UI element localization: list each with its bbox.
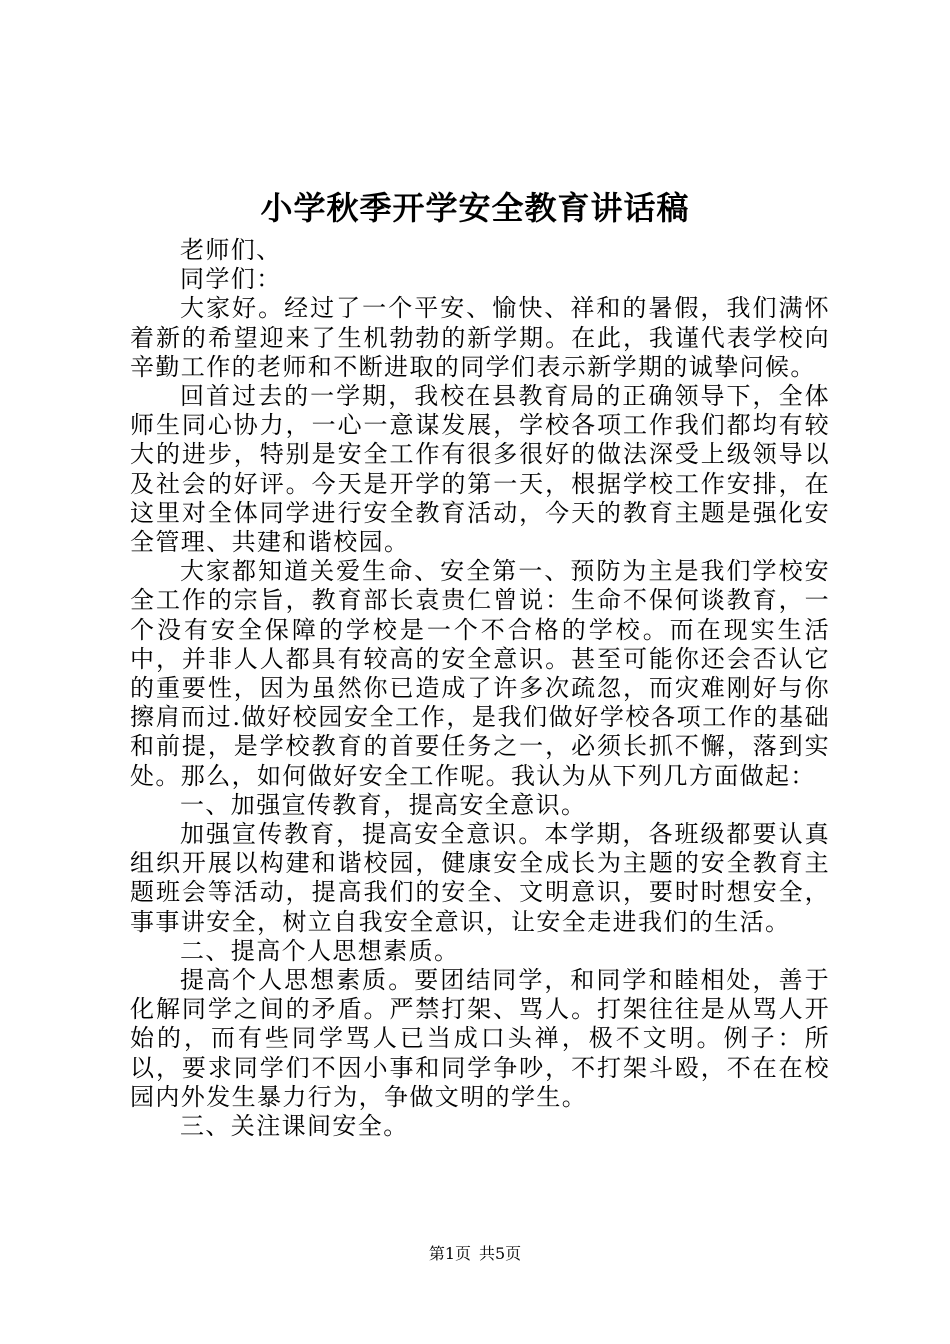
page-footer: [0, 1244, 950, 1264]
paragraph-section-1: 加强宣传教育，提高安全意识。本学期，各班级都要认真组织开展以构建和谐校园，健康安全成长为主题的安全教育主题班会等活动，提高我们的安全、文明意识，要时时想安全，事事讲安全，树立自我安全意识，让安全走进我们的生活。: [130, 820, 830, 936]
document-body: [130, 236, 830, 1141]
section-heading-3: 三、关注课间安全。: [180, 1112, 409, 1141]
paragraph-review: 回首过去的一学期，我校在县教育局的正确领导下，全体师生同心协力，一心一意谋发展，学校各项工作我们都均有较大的进步，特别是安全工作有很多很好的做法深受上级领导以及社会的好评。今天是开学的第一天，根据学校工作安排，在这里对全体同学进行安全教育活动，今天的教育主题是强化安全管理、共建和谐校园。: [130, 382, 830, 557]
document-title: 小学秋季开学安全教育讲话稿: [260, 189, 690, 227]
paragraph-greeting: 大家好。经过了一个平安、愉快、祥和的暑假，我们满怀着新的希望迎来了生机勃勃的新学期。在此，我谨代表学校向辛勤工作的老师和不断进取的同学们表示新学期的诚挚问候。: [130, 294, 830, 381]
salutation-teachers: 老师们、: [180, 236, 282, 264]
salutation-students: 同学们：: [180, 265, 282, 294]
section-heading-1: 一、加强宣传教育，提高安全意识。: [180, 790, 587, 819]
paragraph-safety-purpose: 大家都知道关爱生命、安全第一、预防为主是我们学校安全工作的宗旨，教育部长袁贵仁曾说：生命不保何谈教育，一个没有安全保障的学校是一个不合格的学校。而在现实生活中，并非人人都具有较高的安全意识。甚至可能你还会否认它的重要性，因为虽然你已造成了许多次疏忽，而灾难刚好与你擦肩而过.做好校园安全工作，是我们做好学校各项工作的基础和前提，是学校教育的首要任务之一，必须长抓不懈，落到实处。那么，如何做好安全工作呢。我认为从下列几方面做起：: [130, 557, 830, 790]
page-number: 第1页: [428, 1244, 471, 1263]
paragraph-section-2: 提高个人思想素质。要团结同学，和同学和睦相处，善于化解同学之间的矛盾。严禁打架、骂人。打架往往是从骂人开始的，而有些同学骂人已当成口头禅，极不文明。例子：所以，要求同学们不因小事和同学争吵，不打架斗殴，不在在校园内外发生暴力行为，争做文明的学生。: [130, 966, 830, 1111]
section-heading-2: 二、提高个人思想素质。: [180, 936, 460, 965]
page-total: 共5页: [479, 1244, 522, 1263]
